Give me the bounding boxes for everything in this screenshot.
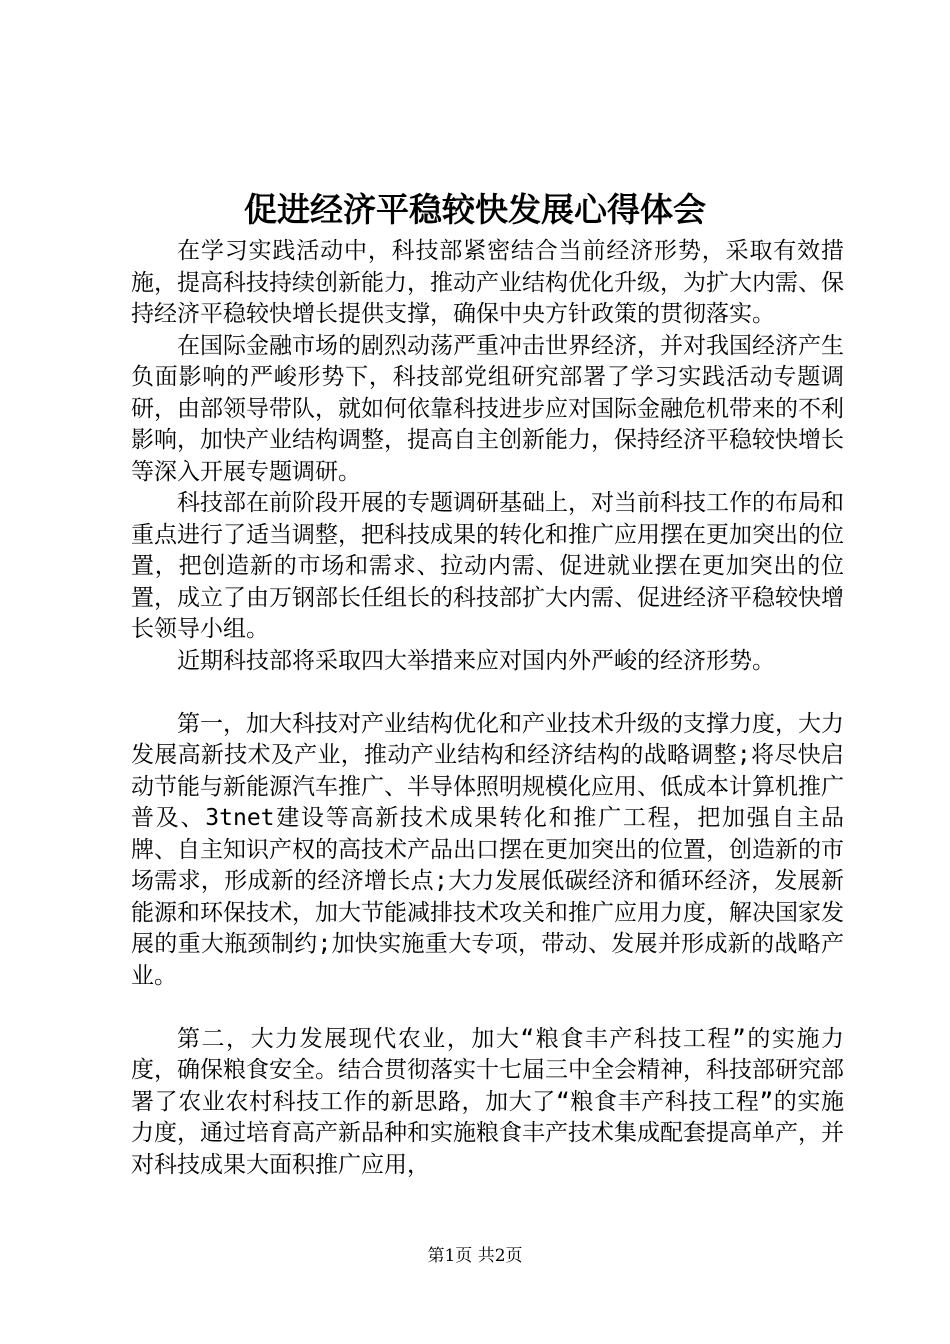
paragraph-2: 在国际金融市场的剧烈动荡严重冲击世界经济，并对我国经济产生负面影响的严峻形势下，科技部党组研究部署了学习实践活动专题调研，由部领导带队，就如何依靠科技进步应对国际金融危机带来的不利影响，加快产业结构调整，提高自主创新能力，保持经济平稳较快增长等深入开展专题调研。	[131, 332, 844, 485]
paragraph-5: 第一，加大科技对产业结构优化和产业技术升级的支撑力度，大力发展高新技术及产业，推动产业结构和经济结构的战略调整;将尽快启动节能与新能源汽车推广、半导体照明规模化应用、低成本计算机推广普及、3tnet建设等高新技术成果转化和推广工程，把加强自主品牌、自主知识产权的高技术产品出口摆在更加突出的位置，创造新的市场需求，形成新的经济增长点;大力发展低碳经济和循环经济，发展新能源和环保技术，加大节能减排技术攻关和推广应用力度，解决国家发展的重大瓶颈制约;加快实施重大专项，带动、发展并形成新的战略产业。	[131, 710, 844, 989]
paragraph-3: 科技部在前阶段开展的专题调研基础上，对当前科技工作的布局和重点进行了适当调整，把科技成果的转化和推广应用摆在更加突出的位置，把创造新的市场和需求、拉动内需、促进就业摆在更加突出的位置，成立了由万钢部长任组长的科技部扩大内需、促进经济平稳较快增长领导小组。	[131, 490, 844, 642]
page-indicator: 第1页 共2页	[427, 1246, 523, 1266]
document-title: 促进经济平稳较快发展心得体会	[244, 190, 706, 229]
document-body	[131, 236, 844, 1181]
paragraph-4: 近期科技部将采取四大举措来应对国内外严峻的经济形势。	[177, 647, 775, 674]
paragraph-6: 第二，大力发展现代农业，加大“粮食丰产科技工程”的实施力度，确保粮食安全。结合贯彻落实十七届三中全会精神，科技部研究部署了农业农村科技工作的新思路，加大了“粮食丰产科技工程”的实施力度，通过培育高产新品种和实施粮食丰产技术集成配套提高单产，并对科技成果大面积推广应用，	[131, 1025, 844, 1178]
paragraph-1: 在学习实践活动中，科技部紧密结合当前经济形势，采取有效措施，提高科技持续创新能力，推动产业结构优化升级，为扩大内需、保持经济平稳较快增长提供支撑，确保中央方针政策的贯彻落实。	[131, 238, 844, 327]
